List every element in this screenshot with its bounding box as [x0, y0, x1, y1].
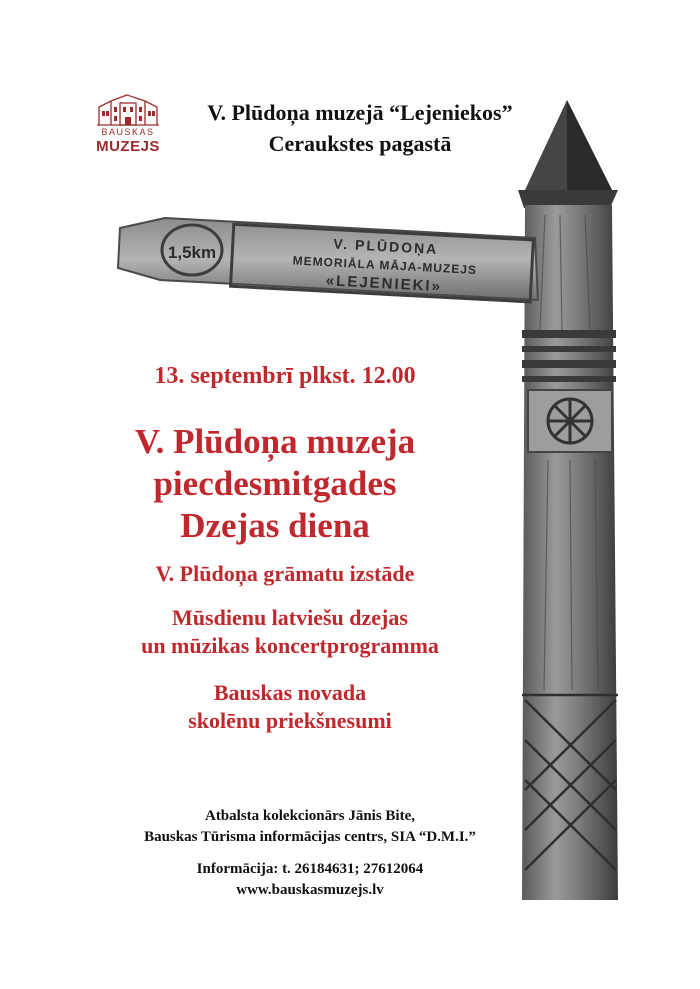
footer-support-line-1: Atbalsta kolekcionārs Jānis Bite, [204, 808, 415, 824]
signpost-line-2: MEMORIĀLA MĀJA-MUZEJS [292, 253, 478, 278]
event-date: 13. septembrī plkst. 12.00 [154, 363, 416, 389]
event-title-line-1: V. Plūdoņa muzeja [134, 422, 416, 461]
event-title [75, 421, 475, 547]
museum-building-icon [93, 93, 163, 127]
event-item-concert-line-2: un mūzikas koncertprogramma [141, 633, 439, 658]
signpost-line-1: V. PLŪDOŅA [332, 235, 439, 258]
event-item-students-line-1: Bauskas novada [213, 680, 367, 705]
logo-text-bottom: MUZEJS [96, 138, 160, 155]
event-item-concert [90, 604, 490, 660]
signpost-line-3: «LEJENIEKI» [325, 272, 443, 296]
logo-text-top: BAUSKAS [101, 127, 155, 137]
footer-support-line-2: Bauskas Tūrisma informācijas centrs, SIA “D.M.I.” [144, 829, 476, 845]
museum-logo [93, 93, 163, 163]
event-title-line-2: piecdesmitgades [153, 464, 397, 503]
event-item-students [90, 679, 490, 735]
event-title-line-3: Dzejas diena [180, 506, 370, 545]
footer-phone: Informācija: t. 26184631; 27612064 [196, 861, 424, 877]
event-item-concert-line-1: Mūsdienu latviešu dzejas [172, 605, 408, 630]
footer-website-link[interactable]: www.bauskasmuzejs.lv [236, 882, 384, 898]
event-item-book-exhibition: V. Plūdoņa grāmatu izstāde [155, 561, 415, 586]
header-line-2: Ceraukstes pagastā [268, 131, 452, 156]
footer-support [100, 806, 520, 848]
event-item-students-line-2: skolēnu priekšnesumi [188, 708, 392, 733]
header-line-1: V. Plūdoņa muzejā “Lejeniekos” [207, 100, 513, 125]
signpost-distance: 1,5km [167, 243, 217, 262]
footer-info [100, 859, 520, 901]
header [165, 97, 555, 159]
